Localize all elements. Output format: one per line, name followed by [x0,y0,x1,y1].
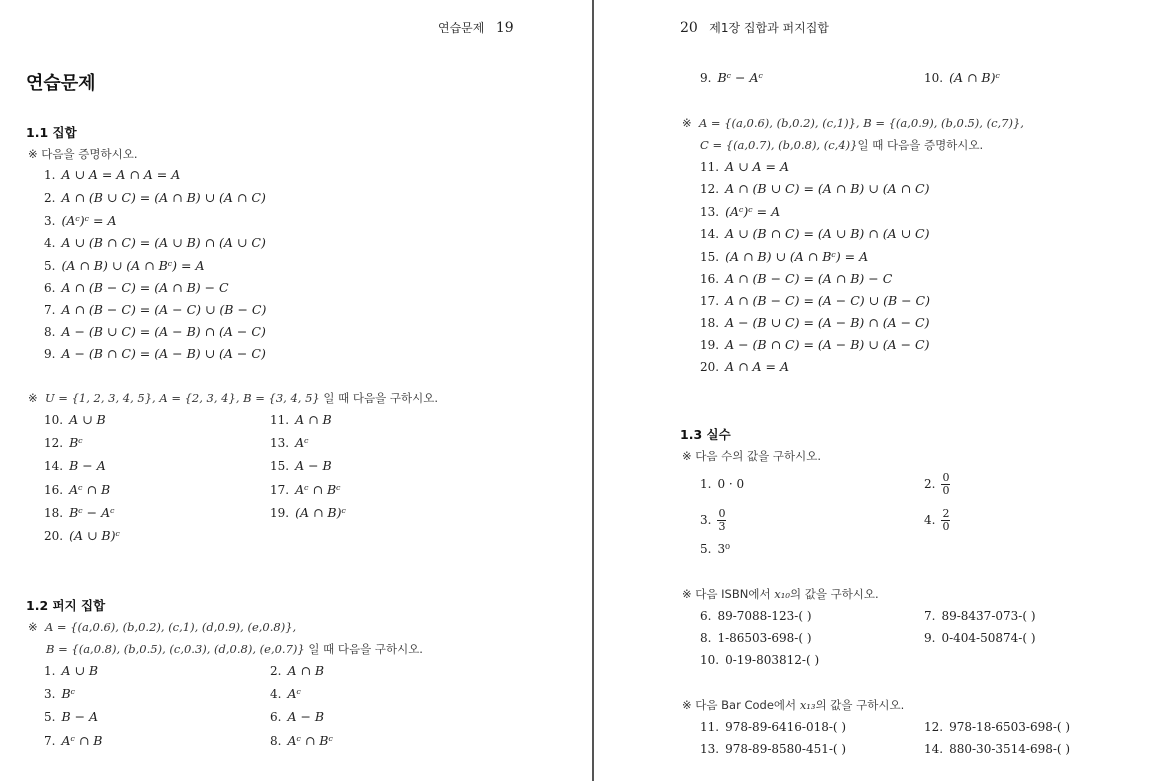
item-number: 13. [700,205,720,219]
exercise-item [700,226,929,241]
fraction [941,508,950,533]
exercise-item [270,482,341,497]
exercise-item [924,720,1070,734]
item-expression: A ∪ A = A [725,159,790,174]
exercise-item [700,70,763,85]
exercise-item [44,733,103,748]
exercise-item [44,435,83,450]
item-expression: (Aᶜ)ᶜ = A [725,204,781,219]
item-number: 10. [924,71,944,85]
item-expression: Aᶜ ∩ B [69,482,111,497]
item-number: 10. [44,413,64,427]
item-expression: A ∩ (B − C) = (A ∩ B) − C [725,271,893,286]
variable-x10: x₁₀ [774,587,790,601]
item-number: 3. [44,214,56,228]
item-expression: 978-89-6416-018-( ) [725,720,847,734]
item-expression: B − A [69,458,106,473]
set-definition: U = {1, 2, 3, 4, 5}, A = {2, 3, 4}, B = {3, 4, 5} [44,391,320,405]
instruction-suffix: 일 때 다음을 구하시오. [304,642,423,656]
exercise-item [924,742,1070,756]
item-number: 6. [700,609,712,623]
fraction-numerator: 2 [942,507,950,520]
item-expression: A ∪ B [69,412,106,427]
exercise-item [44,346,266,361]
exercise-item [700,609,812,623]
exercise-item [44,302,266,317]
item-number: 1. [44,168,56,182]
item-expression: A − (B ∩ C) = (A − B) ∪ (A − C) [61,346,266,361]
item-expression: 0-19-803812-( ) [725,653,820,667]
item-number: 5. [44,259,56,273]
instruction-note: ※ A = {(a,0.6), (b,0.2), (c,1), (d,0.9), (e,0.8)}, [28,620,297,634]
instruction-note [700,137,983,153]
instruction-suffix: 일 때 다음을 구하시오. [319,391,439,405]
item-number: 2. [44,191,56,205]
exercise-item [924,508,950,533]
item-number: 4. [44,236,56,250]
instruction-note: ※ U = {1, 2, 3, 4, 5}, A = {2, 3, 4}, B = {3, 4, 5} 일 때 다음을 구하시오. [28,391,439,405]
item-number: 16. [44,483,64,497]
item-number: 10. [700,653,720,667]
exercise-item [700,742,846,756]
item-number: 1. [700,477,712,491]
page-divider [592,0,594,781]
exercise-item [44,458,106,473]
fraction-numerator: 0 [718,507,726,520]
instruction-note: ※ 다음 수의 값을 구하시오. [682,449,822,463]
item-number: 2. [270,664,282,678]
instruction-suffix: 일 때 다음을 증명하시오. [857,138,984,152]
exercise-item [44,213,117,228]
item-number: 17. [270,483,290,497]
instruction-prefix: ※ 다음 Bar Code에서 [682,698,800,712]
item-number: 19. [270,506,290,520]
item-number: 4. [924,513,936,527]
exercise-item [700,204,780,219]
item-expression: A − B [295,458,332,473]
item-expression: Aᶜ ∩ B [61,733,103,748]
item-number: 4. [270,687,282,701]
exercise-item [270,458,332,473]
instruction-note: ※ A = {(a,0.6), (b,0.2), (c,1)}, B = {(a,0.9), (b,0.5), (c,7)}, [682,116,1024,130]
page-number: 20 [680,20,698,36]
item-number: 6. [44,281,56,295]
item-expression: Aᶜ ∩ Bᶜ [295,482,341,497]
item-number: 14. [44,459,64,473]
item-number: 12. [700,182,720,196]
item-number: 12. [44,436,64,450]
item-expression: (A ∩ B) ∪ (A ∩ Bᶜ) = A [725,249,869,264]
item-number: 13. [270,436,290,450]
variable-x13: x₁₃ [799,698,816,712]
exercise-item [44,709,98,724]
running-header [438,19,514,36]
right-page [596,0,1166,781]
running-header [680,19,829,36]
fraction-denominator: 0 [942,520,950,533]
exercise-item [270,663,324,678]
exercise-item [44,686,75,701]
page-number: 19 [495,20,514,36]
instruction-note: ※ 다음을 증명하시오. [28,147,138,161]
item-number: 9. [44,347,56,361]
exercise-item [700,159,789,174]
exercise-item [700,293,930,308]
item-number: 20. [700,360,720,374]
exercise-item [700,653,819,667]
exercise-item [270,435,309,450]
item-expression: 880-30-3514-698-( ) [949,742,1071,756]
item-number: 5. [44,710,56,724]
section-heading-1-1: 1.1 집합 [26,125,77,140]
item-expression: 89-8437-073-( ) [941,609,1036,623]
exercise-item [44,324,266,339]
item-expression: A ∪ (B ∩ C) = (A ∪ B) ∩ (A ∪ C) [725,226,930,241]
item-expression: A ∩ B [287,663,325,678]
exercise-item [44,258,205,273]
exercise-item [700,631,812,645]
exercise-item [270,412,332,427]
fraction-denominator: 3 [718,520,726,533]
item-number: 14. [924,742,944,756]
item-expression: A ∩ (B − C) = (A ∩ B) − C [61,280,229,295]
item-expression: Aᶜ ∩ Bᶜ [287,733,333,748]
item-number: 7. [44,734,56,748]
exercise-item [700,508,726,533]
item-expression: A ∩ (B ∪ C) = (A ∩ B) ∪ (A ∩ C) [725,181,930,196]
exercise-item [700,359,789,374]
item-number: 9. [700,71,712,85]
exercise-item [700,271,892,286]
exercise-item [44,280,229,295]
item-number: 20. [44,529,64,543]
item-number: 8. [44,325,56,339]
item-expression: 0-404-50874-( ) [941,631,1036,645]
exercise-item [270,686,301,701]
item-number: 11. [700,720,720,734]
item-expression: A − (B ∩ C) = (A − B) ∪ (A − C) [725,337,930,352]
item-expression: (Aᶜ)ᶜ = A [61,213,117,228]
instruction-prefix: ※ 다음 ISBN에서 [682,587,775,601]
instruction-note [46,641,423,657]
fuzzy-set-c: C = {(a,0.7), (b,0.8), (c,4)} [700,138,858,152]
item-expression: A − (B ∪ C) = (A − B) ∩ (A − C) [725,315,930,330]
exercise-item [44,235,266,250]
exercise-item [44,663,98,678]
exercise-item [700,720,846,734]
item-expression: A ∪ (B ∩ C) = (A ∪ B) ∩ (A ∪ C) [61,235,266,250]
exercise-item [44,190,266,205]
running-header-title: 연습문제 [438,21,485,35]
item-expression: A ∪ A = A ∩ A = A [61,167,181,182]
item-number: 13. [700,742,720,756]
item-number: 8. [700,631,712,645]
exercise-item [700,315,929,330]
item-number: 3. [700,513,712,527]
item-expression: (A ∩ B) ∪ (A ∩ Bᶜ) = A [61,258,205,273]
exercise-item [924,631,1036,645]
running-header-title: 제1장 집합과 퍼지집합 [709,21,829,35]
item-expression: A ∩ (B − C) = (A − C) ∪ (B − C) [61,302,267,317]
section-heading-1-3: 1.3 실수 [680,427,731,442]
item-number: 17. [700,294,720,308]
fraction [941,472,950,497]
exercise-item [924,472,950,497]
item-expression: B − A [61,709,99,724]
fraction [717,508,726,533]
exercise-item [700,181,929,196]
exercise-item [44,412,106,427]
instruction-note [682,697,904,713]
exercise-item [270,505,346,520]
item-expression: Bᶜ − Aᶜ [69,505,115,520]
item-number: 16. [700,272,720,286]
item-expression: A ∪ B [61,663,99,678]
item-number: 18. [700,316,720,330]
fuzzy-set-b: B = {(a,0.8), (b,0.5), (c,0.3), (d,0.8), (e,0.7)} [46,642,305,656]
fraction-numerator: 0 [942,471,950,484]
item-expression: A − B [287,709,325,724]
exercise-item [700,249,868,264]
item-number: 2. [924,477,936,491]
item-expression: Aᶜ [287,686,301,701]
item-expression: Bᶜ [61,686,76,701]
item-number: 19. [700,338,720,352]
exercise-item [270,709,324,724]
exercise-item [924,70,1000,85]
item-expression: A ∩ B [295,412,332,427]
item-number: 6. [270,710,282,724]
item-expression: (A ∩ B)ᶜ [295,505,346,520]
item-number: 18. [44,506,64,520]
item-number: 9. [924,631,936,645]
item-expression: 1-86503-698-( ) [717,631,812,645]
exercise-item [44,167,180,182]
instruction-suffix: 의 값을 구하시오. [815,698,905,712]
exercise-item [44,482,110,497]
item-number: 5. [700,542,712,556]
instruction-note [682,586,879,602]
item-number: 1. [44,664,56,678]
exercise-item [700,477,744,491]
item-number: 14. [700,227,720,241]
item-number: 11. [700,160,720,174]
exercise-item [700,337,929,352]
item-number: 8. [270,734,282,748]
fuzzy-set-a: A = {(a,0.6), (b,0.2), (c,1), (d,0.9), (e,0.8)}, [44,620,297,634]
item-number: 7. [924,609,936,623]
item-expression: Bᶜ [69,435,83,450]
item-expression: A ∩ (B − C) = (A − C) ∪ (B − C) [725,293,930,308]
exercise-item [924,609,1036,623]
item-expression: Aᶜ [295,435,309,450]
item-expression: A ∩ A = A [725,359,790,374]
fraction-denominator: 0 [942,484,950,497]
exercise-item [44,528,120,543]
exercise-item [270,733,333,748]
item-expression: 89-7088-123-( ) [717,609,812,623]
item-expression: 0 · 0 [717,477,745,491]
item-expression: 978-18-6503-698-( ) [949,720,1071,734]
item-number: 3. [44,687,56,701]
item-expression: A ∩ (B ∪ C) = (A ∩ B) ∪ (A ∩ C) [61,190,266,205]
item-number: 12. [924,720,944,734]
item-number: 7. [44,303,56,317]
item-number: 15. [700,250,720,264]
exercise-item [44,505,115,520]
instruction-suffix: 의 값을 구하시오. [789,587,879,601]
item-expression: (A ∪ B)ᶜ [69,528,120,543]
fuzzy-sets-ab: A = {(a,0.6), (b,0.2), (c,1)}, B = {(a,0.9), (b,0.5), (c,7)}, [698,116,1024,130]
item-expression: 3⁰ [717,542,730,556]
section-heading-1-2: 1.2 퍼지 집합 [26,598,106,613]
item-number: 15. [270,459,290,473]
item-expression: Bᶜ − Aᶜ [717,70,763,85]
exercise-item [700,542,730,556]
item-expression: A − (B ∪ C) = (A − B) ∩ (A − C) [61,324,266,339]
item-expression: (A ∩ B)ᶜ [949,70,1000,85]
item-number: 11. [270,413,290,427]
item-expression: 978-89-8580-451-( ) [725,742,847,756]
page-title: 연습문제 [26,73,96,94]
